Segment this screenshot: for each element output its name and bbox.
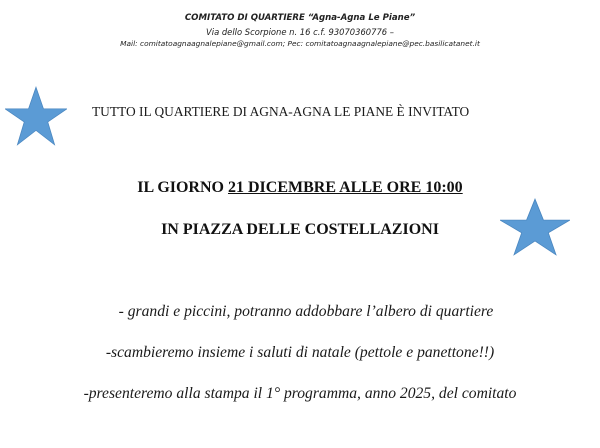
event-date-line (0, 179, 600, 197)
invitation-text: TUTTO IL QUARTIERE DI AGNA-AGNA LE PIANE È INVITATO (92, 104, 470, 119)
event-day-prefix: IL GIORNO (137, 179, 228, 196)
event-location: IN PIAZZA DELLE COSTELLAZIONI (161, 221, 439, 238)
committee-title: COMITATO DI QUARTIERE “Agna-Agna Le Piane” (184, 13, 416, 23)
activity-item: -presenteremo alla stampa il 1° programma, anno 2025, del comitato (83, 385, 517, 402)
star-icon (5, 86, 67, 146)
committee-contacts: Mail: comitatoagnaagnalepiane@gmail.com; Pec: comitatoagnaagnalepiane@pec.basilicatanet.it (120, 39, 480, 48)
activity-item: -scambieremo insieme i saluti di natale (pettole e panettone!!) (105, 344, 495, 361)
event-date-time: 21 DICEMBRE ALLE ORE 10:00 (227, 179, 463, 196)
committee-address: Via dello Scorpione n. 16 c.f. 93070360776 – (206, 27, 394, 37)
activity-item: - grandi e piccini, potranno addobbare l’albero di quartiere (118, 303, 494, 320)
